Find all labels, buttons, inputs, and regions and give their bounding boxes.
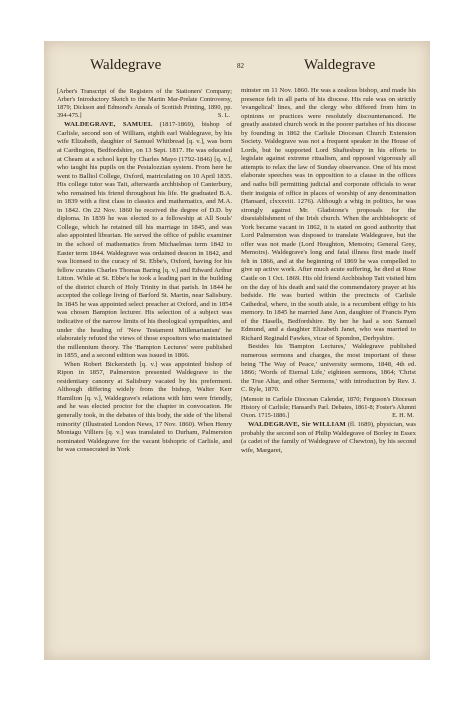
author-signature: S. L. <box>217 112 230 120</box>
references-text: [Arber's Transcript of the Registers of the Stationers' Company; Arber's Introductory Sketch to the Martin Mar-Prelate Controversy, 1879; Dickson and Edmond's Annals of Scottish Printing, 1890, pp. 394-475.] <box>57 88 232 120</box>
references-text: [Memoir in Carlisle Diocesan Calendar, 1870; Ferguson's Diocesan History of Carlisle; Hansard's Parl. Debates, 1861-8; Foster's Alumni Oxon. 1715-1886.] <box>241 395 416 419</box>
entry-waldegrave-william <box>241 421 416 455</box>
running-header <box>44 57 430 79</box>
header-right-title: Waldegrave <box>304 57 376 73</box>
entry-references <box>241 396 416 420</box>
header-left-title: Waldegrave <box>90 57 162 73</box>
entry-headword: WALDEGRAVE, SAMUEL <box>64 121 153 129</box>
right-column <box>241 87 416 455</box>
left-column <box>57 87 232 455</box>
entry-paragraph: When Robert Bickersteth [q. v.] was appointed bishop of Ripon in 1857, Palmerston presented Waldegrave to the residentiary canonry at Salisbury vacated by his preferment. Although differing widely from the bishop, Walter Kerr Hamilton [q. v.], Waldegrave's relations with him were friendly, and he was elected proctor for the chapter in convocation. He generally took, in the debates of this body, the side of 'the liberal minority' (Illustrated London News, 17 Nov. 1860). When Henry Montagu Villiers [q. v.] was translated to Durham, Palmerston nominated Waldegrave for the vacant bishopric of Carlisle, and he was consecrated in York <box>57 360 232 454</box>
entry-intro-text: (1817-1869), bishop of Carlisle, second son of William, eighth earl Waldegrave, by his wife Elizabeth, daughter of Samuel Whitbread [q. v.], was born at Cardington, Bedfordshire, on 13 Sept. 1817. He was educated at Cheam at a school kept by Charles Mayo (1792-1846) [q. v.], who taught his pupils on the Pestalozzian system. From here he went to Balliol College, Oxford, matriculating on 10 April 1835. His college tutor was Tait, afterwards archbishop of Canterbury, who remained his friend throughout his life. He graduated B.A. in 1839 with a first class in classics and mathematics, and M.A. in 1842. On 22 Nov. 1860 he received the degree of D.D. by diploma. In 1839 he was elected to a fellowship at All Souls' College, which he retained till his marriage in 1845, and was also appointed librarian. He served the office of public examiner in the school of mathematics from Michaelmas term 1842 to Easter term 1844. Waldegrave was ordained deacon in 1842, and was licensed to the curacy of St. Ebbe's, Oxford, having for his fellow curates Charles Thomas Baring [q. v.] and Edward Arthur Litton. While at St. Ebbe's he took a leading part in the building of the district church of Holy Trinity in that parish. In 1844 he accepted the college living of Barford St. Martin, near Salisbury. In 1845 he was appointed select preacher at Oxford, and in 1854 was chosen Bampton lecturer. His selection of a subject was indicative of the narrow limits of his theological sympathies, and under the heading of 'New Testament Millenarianism' he elaborately refuted the views of those expositors who maintained the millennium theory. The 'Bampton Lectures' were published in 1855, and a second edition was issued in 1866. <box>57 121 232 360</box>
continued-paragraph: minster on 11 Nov. 1860. He was a zealous bishop, and made his presence felt in all parts of his diocese. His rule was on strictly 'evangelical' lines, and the clergy who differed from him in opinions or practices were resolutely discountenanced. He greatly assisted church work in the poorer parishes of his diocese by founding in 1862 the Carlisle Diocesan Church Extension Society. Waldegrave was not a frequent speaker in the House of Lords, but he supported Lord Shaftesbury in his efforts to legislate against extreme ritualism, and opposed vigorously all attempts to relax the law of Sunday observance. One of his most elaborate speeches was in opposition to a clause in the offices and oaths bill permitting judicial and corporate officials to wear their insignia of office in places of worship of any denomination (Hansard, clxxxviii. 1276). Although a whig in politics, he was strongly against Mr. Gladstone's proposals for the disestablishment of the Irish church. When the archbishopric of York became vacant in 1862, it is stated on good authority that Lord Palmerston was disposed to translate Waldegrave, but the offer was not made (Lord Houghton, Memoirs; General Grey, Memoirs). Waldegrave's long and fatal illness first made itself felt in 1866, and at the beginning of 1869 he was compelled to give up active work. After much acute suffering, he died at Rose Castle on 1 Oct. 1869. His old friend Archbishop Tait visited him on the day of his death and said the commendatory prayer at his bedside. He was buried within the precincts of Carlisle Cathedral, where, in the south aisle, is a recumbent effigy to his memory. In 1845 he married Jane Ann, daughter of Francis Pym of the Hasells, Bedfordshire. By her he had a son Samuel Edmund, and a daughter Elizabeth Janet, who was married to Richard Reginald Fawkes, vicar of Spondon, Derbyshire. <box>241 87 416 342</box>
page-number: 82 <box>237 62 244 70</box>
entry-waldegrave-samuel <box>57 121 232 360</box>
entry-intro-text: (fl. 1689), physician, was probably the second son of Philip Waldegrave of Borley in Essex (a cadet of the family of Waldegrave of Chewton), by his second wife, Margaret, <box>241 420 416 454</box>
entry-headword: WALDEGRAVE, Sir WILLIAM <box>248 420 346 428</box>
book-page <box>44 41 430 660</box>
works-paragraph: Besides his 'Bampton Lectures,' Waldegrave published numerous sermons and charges, the most important of these being 'The Way of Peace,' university sermons, 1848, 4th ed. 1866; 'Words of Eternal Life,' eighteen sermons, 1864; 'Christ the True Altar, and other Sermons,' with introduction by Rev. J. C. Ryle, 1870. <box>241 343 416 394</box>
previous-entry-references <box>57 88 232 120</box>
author-signature: E. H. M. <box>392 411 414 419</box>
